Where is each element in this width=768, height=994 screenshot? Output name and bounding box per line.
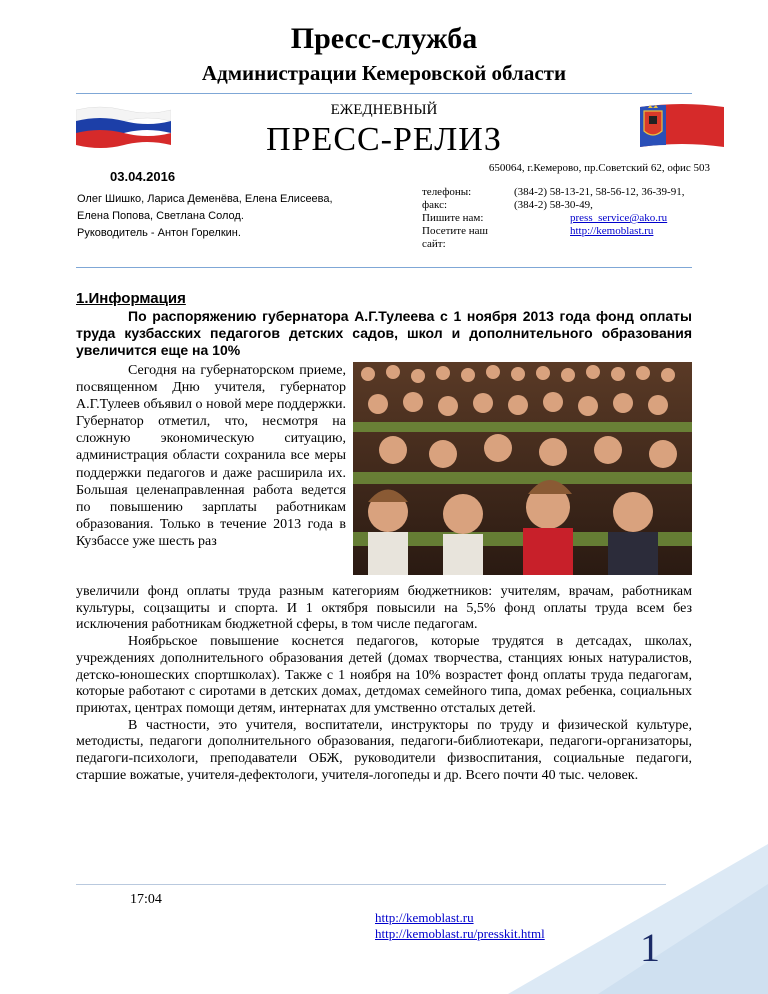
footer-link-presskit[interactable]: http://kemoblast.ru/presskit.html (375, 926, 545, 941)
release-date: 03.04.2016 (110, 169, 176, 184)
header-divider (76, 267, 692, 268)
article-headline: По распоряжению губернатора А.Г.Тулеева с 1 ноября 2013 года фонд оплаты труда кузбасских педагогов детских садов, школ и дополнительного образования увеличится еще на 10% (76, 308, 692, 358)
footer-link-site[interactable]: http://kemoblast.ru (375, 910, 474, 925)
daily-label: ЕЖЕДНЕВНЫЙ (330, 102, 438, 118)
contact-row-phones (422, 186, 768, 199)
contact-row-email (422, 212, 768, 225)
press-release-label: ПРЕСС-РЕЛИЗ (266, 121, 502, 158)
kemerovo-flag-icon (640, 101, 724, 153)
footer-time: 17:04 (130, 892, 162, 907)
paragraph-1-continued: увеличили фонд оплаты труда разным категориям бюджетников: учителям, врачам, работникам культуры, соцзащиты и спорта. И 1 октября повысили на 5,5% фонд оплаты труда всем без исключения работникам бюджетной сферы, в том числе педагогам. (76, 584, 692, 633)
phones-label: телефоны: (422, 186, 472, 198)
contacts-block (422, 186, 768, 251)
section-heading: 1.Информация (76, 290, 186, 307)
contact-row-fax (422, 199, 768, 212)
phones-value: (384-2) 58-13-21, 58-56-12, 36-39-91, (514, 186, 685, 198)
contact-row-site (422, 225, 768, 251)
site-link[interactable]: http://kemoblast.ru (570, 225, 654, 237)
paragraph-text: Сегодня на губернаторском приеме, посвященном Дню учителя, губернатор А.Г.Тулеев объявил о новой мере поддержки. Губернатор отметил, что, несмотря на сложную экономическую ситуацию, администрация области сохранила все меры поддержки педагогов и даже расширила их. Большая целенаправленная работа ведется по повышению зарплаты работникам образования. Только в течение 2013 года в Кузбассе уже шесть раз (76, 363, 346, 549)
paragraph-1-narrow (76, 362, 346, 550)
page-number: 1 (640, 925, 660, 970)
authors-line: Руководитель - Антон Горелкин. (77, 227, 241, 239)
top-divider (76, 93, 692, 94)
office-address: 650064, г.Кемерово, пр.Советский 62, офис 503 (488, 162, 710, 174)
fax-value: (384-2) 58-30-49, (514, 199, 593, 211)
paragraph-2: Ноябрьское повышение коснется педагогов, которые трудятся в детсадах, школах, учреждениях дополнительного образования детей (домах творчества, станциях юных натуралистов, детско-юношеских спортшколах). Также с 1 ноября на 10% возрастет фонд оплаты труда педагогам, которые работают с сиротами в детских домах, детдомах семейного типа, домах ребенка, социальных приютах, центрах помощи детям, интернатах для умственно отсталых детей. (76, 634, 692, 716)
header-title: Пресс-служба (290, 22, 478, 55)
authors-line: Елена Попова, Светлана Солод. (77, 210, 244, 222)
header-subtitle: Администрации Кемеровской области (201, 61, 567, 85)
authors-line: Олег Шишко, Лариса Деменёва, Елена Елисеева, (77, 193, 333, 205)
article-body (76, 584, 692, 784)
email-label: Пишите нам: (422, 212, 484, 224)
audience-photo (353, 362, 692, 575)
fax-label: факс: (422, 199, 448, 211)
authors-block (77, 191, 333, 242)
page-corner-decoration (508, 844, 768, 994)
site-label: Посетите наш сайт: (422, 225, 488, 250)
paragraph-3: В частности, это учителя, воспитатели, инструкторы по труду и физической культуре, методисты, педагоги дополнительного образования, педагоги-библиотекари, педагоги-организаторы, педагоги-психологи, преподаватели ОБЖ, руководители физвоспитания, социальные педагоги, старшие вожатые, учителя-дефектологи, учителя-логопеды и др. Всего почти 40 тыс. человек. (76, 717, 692, 783)
email-link[interactable]: press_service@ako.ru (570, 212, 668, 224)
